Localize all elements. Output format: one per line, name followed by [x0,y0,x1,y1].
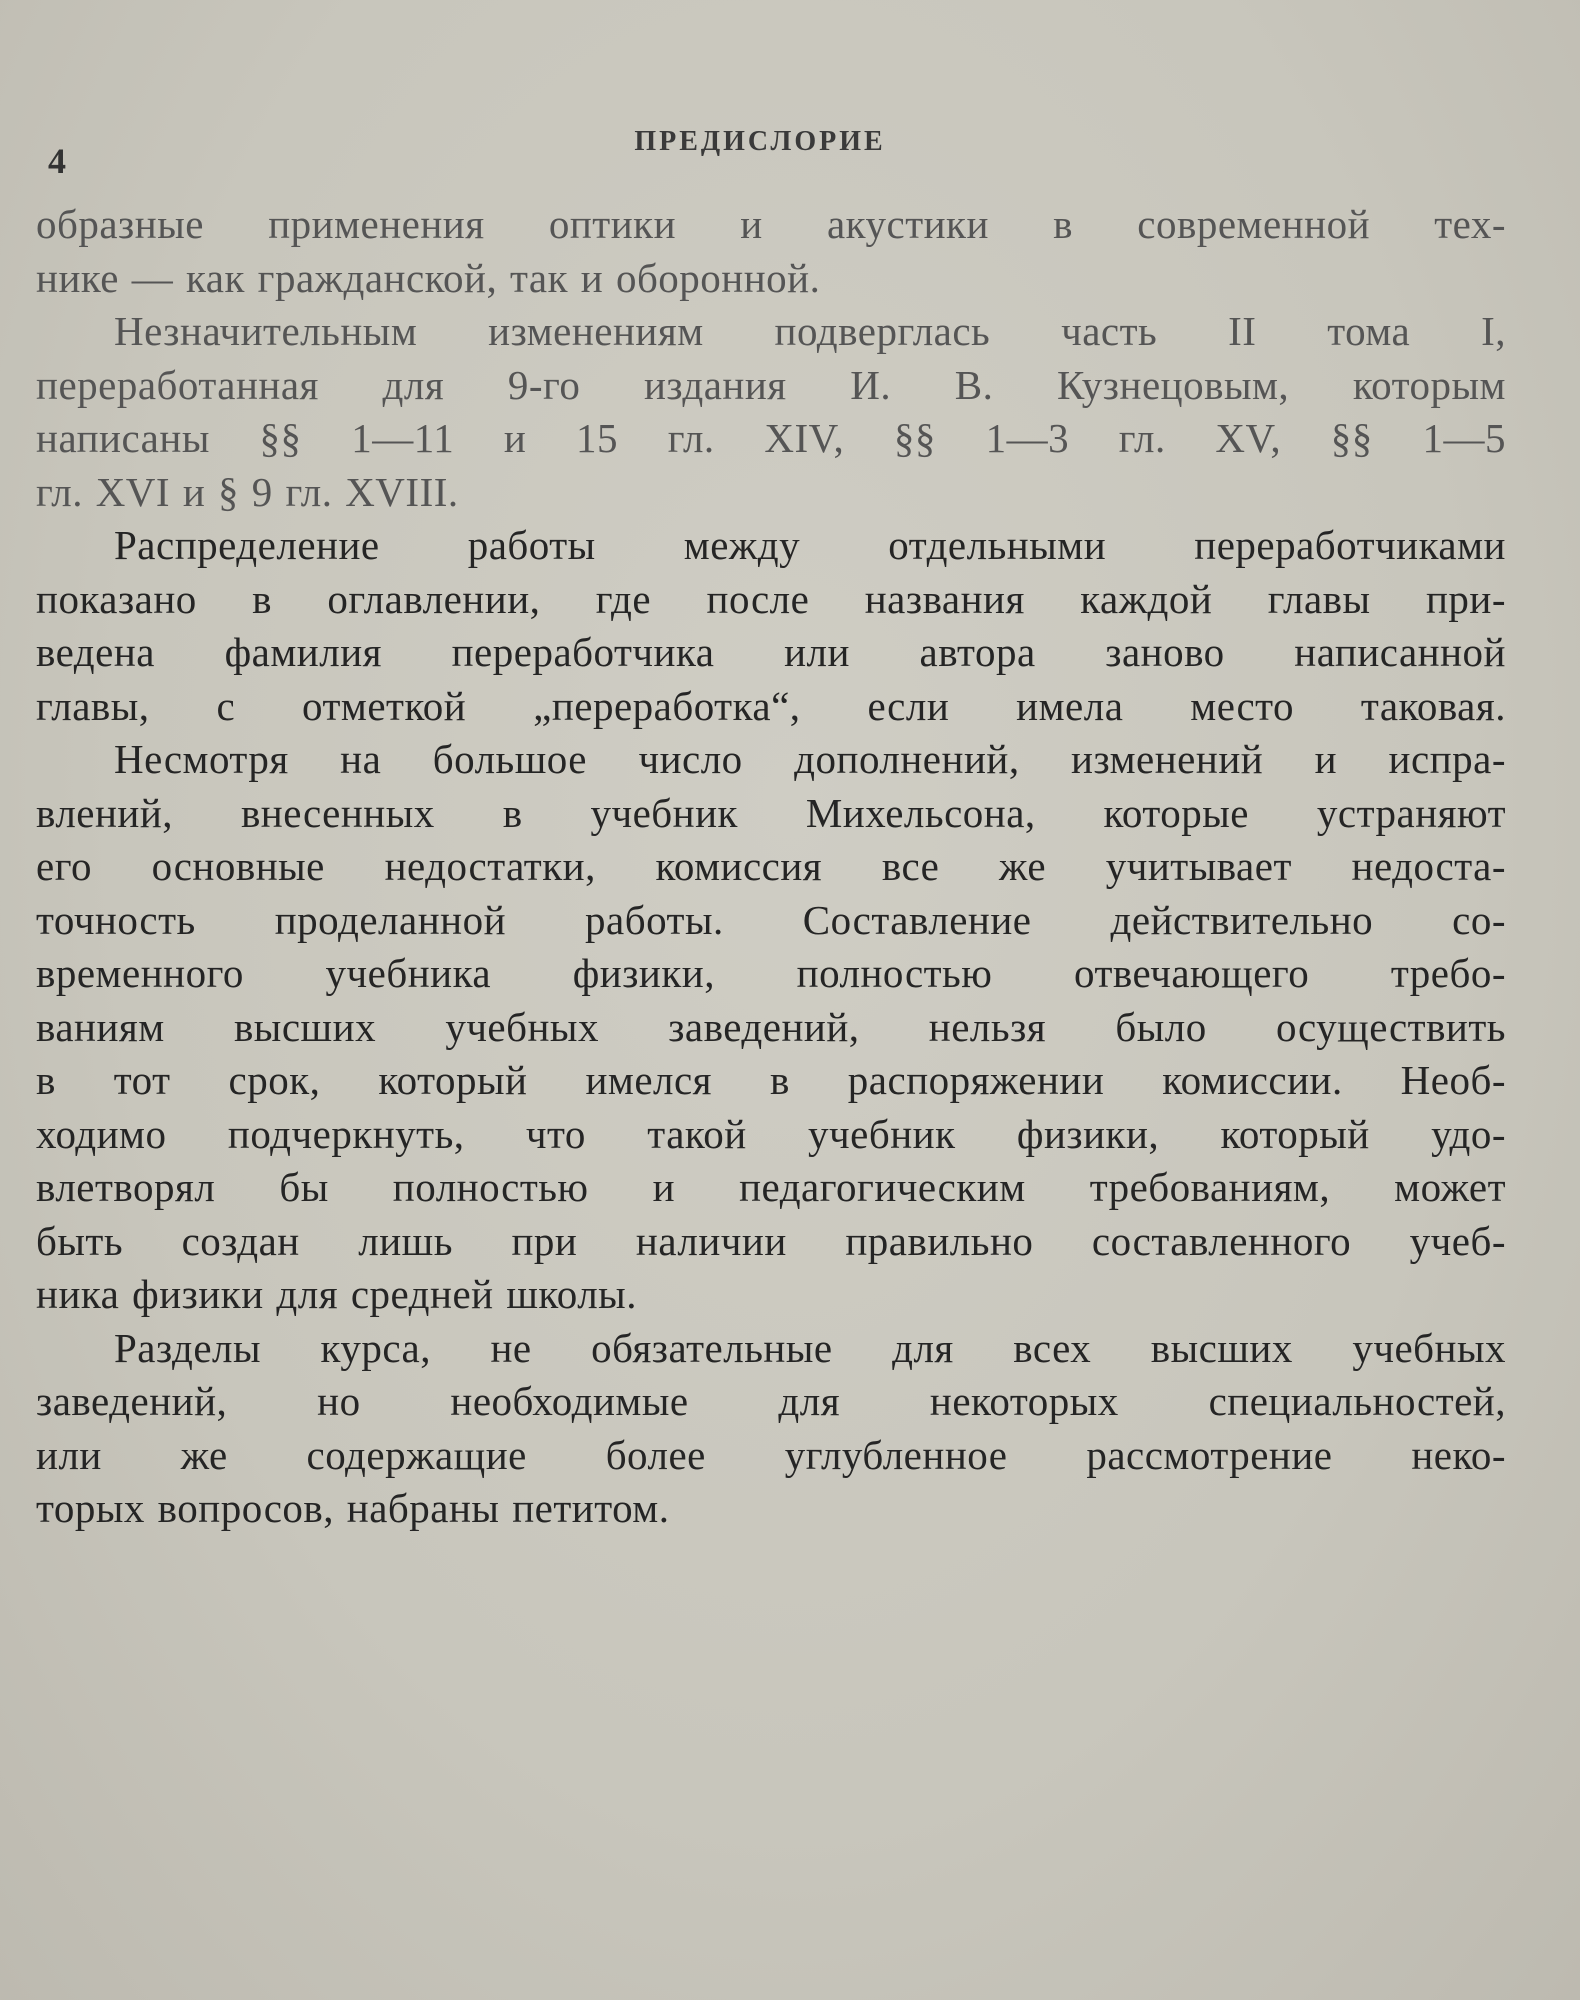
text-line: влений, внесенных в учебник Михельсона, которые устраняют [36,789,1506,836]
text-line: написаны §§ 1—11 и 15 гл. XIV, §§ 1—3 гл. XV, §§ 1—5 [36,415,1506,461]
text-line: переработанная для 9-го издания И. В. Кузнецовым, которым [36,361,1506,408]
text-line: Разделы курса, не обязательные для всех высших учебных [114,1324,1506,1371]
text-line: временного учебника физики, полностью отвечающего требо- [36,950,1506,996]
text-line: Незначительным изменениям подверглась часть II тома I, [114,308,1506,354]
paragraph-4 [36,733,1506,1322]
paragraph-1 [36,198,1506,305]
text-line: ведена фамилия переработчика или автора заново написанной [36,629,1506,675]
text-line: или же содержащие более углубленное рассмотрение неко- [36,1431,1506,1478]
text-line: ходимо подчеркнуть, что такой учебник физики, который удо- [36,1110,1506,1157]
text-line: показано в оглавлении, где после названия каждой главы при- [36,575,1506,622]
page-number: 4 [48,141,66,181]
text-line: ваниям высших учебных заведений, нельзя было осуществить [36,1003,1506,1050]
text-line: заведений, но необходимые для некоторых специальностей, [36,1378,1506,1424]
text-line: в тот срок, который имелся в распоряжении комиссии. Необ- [36,1057,1506,1103]
text-line: точность проделанной работы. Составление действительно со- [36,896,1506,943]
paragraph-3 [36,519,1506,733]
body-text [36,198,1506,1536]
paragraph-2 [36,305,1506,519]
text-line: ника физики для средней школы. [36,1271,637,1317]
text-line: торых вопросов, набраны петитом. [36,1485,670,1531]
text-line: быть создан лишь при наличии правильно составленного учеб- [36,1217,1506,1264]
text-line: Несмотря на большое число дополнений, изменений и испра- [114,736,1506,782]
text-line: образные применения оптики и акустики в современной тех- [36,201,1506,247]
text-line: нике — как гражданской, так и оборонной. [36,254,821,301]
text-line: главы, с отметкой „переработка“, если имела место таковая. [36,682,1506,729]
text-line: влетворял бы полностью и педагогическим требованиям, может [36,1164,1506,1210]
text-line: Распределение работы между отдельными переработчиками [114,522,1506,568]
text-line: гл. XVI и § 9 гл. XVIII. [36,468,459,515]
paragraph-5 [36,1322,1506,1536]
running-head: ПРЕДИСЛОРИЕ [634,126,886,157]
text-line: его основные недостатки, комиссия все же учитывает недоста- [36,843,1506,889]
